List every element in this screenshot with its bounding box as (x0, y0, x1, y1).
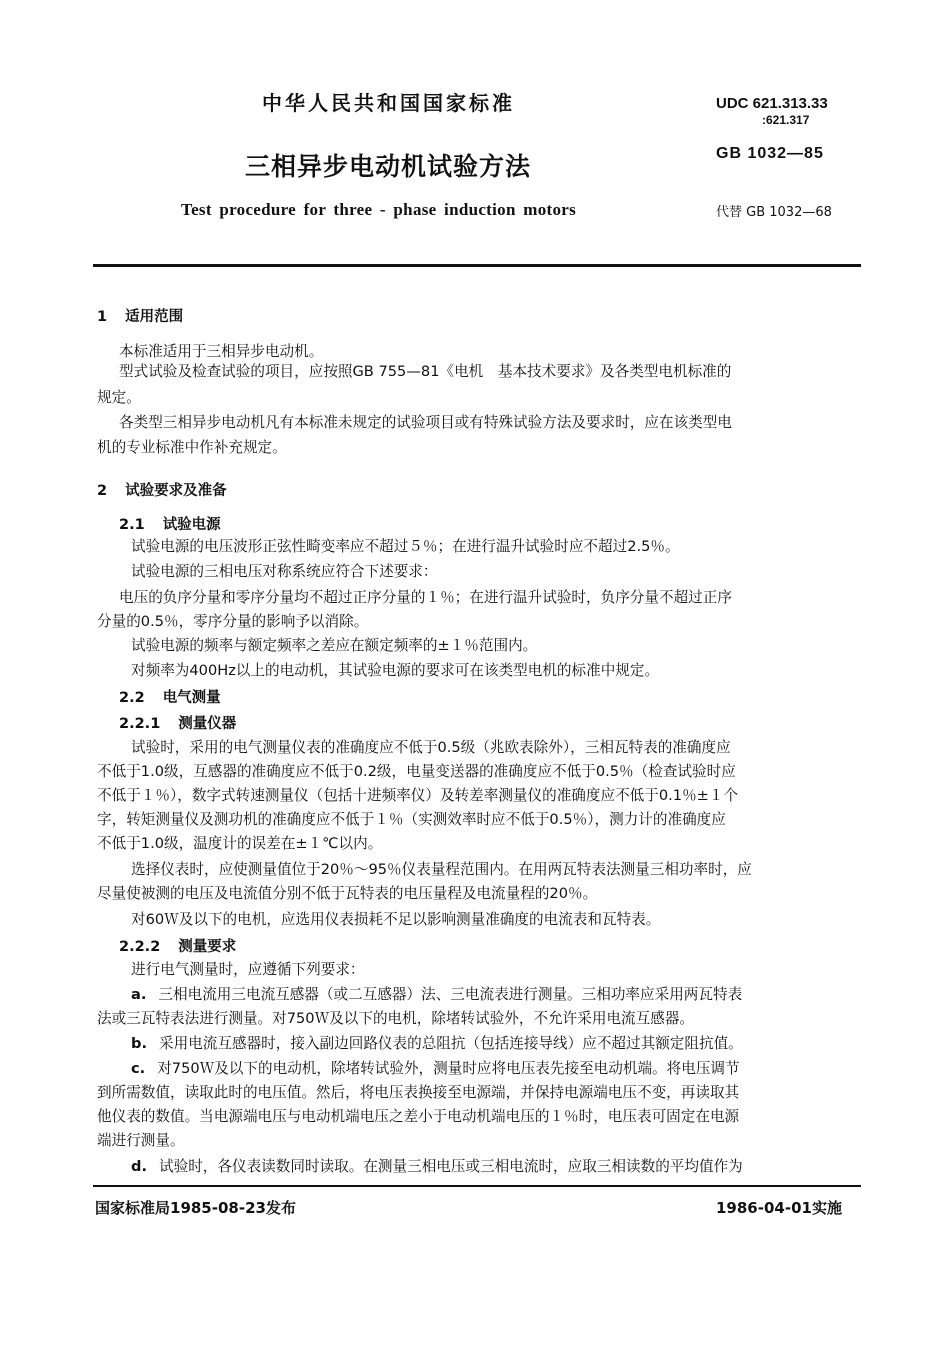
paragraph: 对60Ｗ及以下的电机，应选用仪表损耗不足以影响测量准确度的电流表和瓦特表。 (131, 911, 661, 928)
paragraph: 各类型三相异步电动机凡有本标准未规定的试验项目或有特殊试验方法及要求时，应在该类型电 (119, 414, 732, 431)
paragraph: 型式试验及检查试验的项目，应按照GB 755—81《电机 基本技术要求》及各类型电机标准的 (119, 363, 732, 380)
list-marker: d. (131, 1158, 147, 1175)
paragraph-continuation: 不低于1.0级，互感器的准确度应不低于0.2级，电量变送器的准确度应不低于0.5％（检查试验时应 (97, 763, 736, 780)
section-number: 2 (97, 483, 108, 499)
list-item-text: 三相电流用三电流互感器（或二互感器）法、三电流表进行测量。三相功率应采用两瓦特表 (158, 986, 743, 1003)
section-title: 试验要求及准备 (125, 483, 227, 499)
paragraph-continuation: 字，转矩测量仪及测功机的准确度应不低于１％（实测效率时应不低于0.5％），测力计的准确度应 (97, 811, 726, 828)
section-number: 2.2.1 (119, 716, 161, 732)
list-item-text: 对750Ｗ及以下的电动机，除堵转试验外，测量时应将电压表先接至电动机端。将电压调节 (157, 1060, 740, 1077)
replaces-standard: 代替 GB 1032—68 (716, 205, 832, 220)
list-item-b (131, 1034, 743, 1054)
issue-date: 国家标准局1985-08-23发布 (95, 1199, 296, 1217)
paragraph-continuation: 尽量使被测的电压及电流值分别不低于瓦特表的电压量程及电流量程的20％。 (97, 885, 598, 902)
list-item-continuation: 到所需数值，读取此时的电压值。然后，将电压表换接至电源端，并保持电源端电压不变，再读取其 (97, 1084, 740, 1101)
list-item-continuation: 法或三瓦特表法进行测量。对750Ｗ及以下的电机，除堵转试验外，不允许采用电流互感器。 (97, 1010, 695, 1027)
national-standard-heading: 中华人民共和国国家标准 (262, 91, 515, 115)
paragraph-continuation: 机的专业标准中作补充规定。 (97, 439, 287, 456)
section-number: 1 (97, 309, 108, 325)
list-item-text: 试验时，各仪表读数同时读取。在测量三相电压或三相电流时，应取三相读数的平均值作为 (159, 1158, 743, 1175)
subsection-2-1-heading (119, 513, 221, 534)
section-title: 测量仪器 (178, 716, 237, 732)
document-title-cn: 三相异步电动机试验方法 (245, 152, 532, 181)
footer-divider (93, 1185, 861, 1187)
subsection-2-2-heading (119, 686, 221, 707)
gb-number: GB 1032—85 (716, 145, 824, 162)
paragraph-continuation: 规定。 (97, 389, 141, 406)
section-number: 2.2.2 (119, 939, 161, 955)
paragraph: 进行电气测量时，应遵循下列要求： (131, 961, 365, 978)
list-marker: c. (131, 1060, 146, 1077)
udc-code: UDC 621.313.33 (716, 95, 828, 112)
section-number: 2.2 (119, 690, 145, 706)
paragraph: 试验电源的频率与额定频率之差应在额定频率的±１％范围内。 (131, 637, 538, 654)
paragraph: 试验时，采用的电气测量仪表的准确度应不低于0.5级（兆欧表除外），三相瓦特表的准确度应 (131, 739, 731, 756)
header-divider (93, 264, 861, 267)
paragraph: 对频率为400Hz以上的电动机，其试验电源的要求可在该类型电机的标准中规定。 (131, 662, 660, 679)
list-item-d (131, 1157, 743, 1177)
paragraph-continuation: 分量的0.5％，零序分量的影响予以消除。 (97, 613, 369, 630)
section-title: 适用范围 (125, 309, 184, 325)
subsection-2-2-1-heading (119, 712, 236, 733)
section-title: 测量要求 (178, 939, 237, 955)
paragraph-continuation: 不低于１％），数字式转速测量仪（包括十进频率仪）及转差率测量仪的准确度应不低于0.1％±１个 (97, 787, 739, 804)
paragraph: 本标准适用于三相异步电动机。 (119, 343, 324, 360)
document-title-en: Test procedure for three - phase induction motors (181, 200, 577, 219)
section-title: 电气测量 (162, 690, 221, 706)
list-item-a (131, 985, 742, 1005)
section-number: 2.1 (119, 517, 145, 533)
paragraph: 选择仪表时，应使测量值位于20％～95％仪表量程范围内。在用两瓦特表法测量三相功率时，应 (131, 861, 752, 878)
list-item-continuation: 端进行测量。 (97, 1132, 185, 1149)
list-item-continuation: 他仪表的数值。当电源端电压与电动机端电压之差小于电动机端电压的１％时，电压表可固定在电源 (97, 1108, 740, 1125)
list-item-text: 采用电流互感器时，接入副边回路仪表的总阻抗（包括连接导线）应不超过其额定阻抗值。 (159, 1035, 743, 1052)
section-title: 试验电源 (162, 517, 221, 533)
subsection-2-2-2-heading (119, 935, 236, 956)
list-marker: a. (131, 986, 147, 1003)
paragraph: 试验电源的三相电压对称系统应符合下述要求： (131, 563, 438, 580)
udc-code-continued: :621.317 (762, 113, 810, 127)
section-2-heading (97, 479, 227, 500)
paragraph-continuation: 不低于1.0级，温度计的误差在±１℃以内。 (97, 835, 383, 852)
paragraph: 试验电源的电压波形正弦性畸变率应不超过５％；在进行温升试验时应不超过2.5％。 (131, 538, 680, 555)
list-marker: b. (131, 1035, 147, 1052)
list-item-c (131, 1059, 740, 1079)
effective-date: 1986-04-01实施 (716, 1199, 842, 1217)
paragraph: 电压的负序分量和零序分量均不超过正序分量的１％；在进行温升试验时，负序分量不超过正序 (119, 589, 732, 606)
section-1-heading (97, 305, 183, 326)
